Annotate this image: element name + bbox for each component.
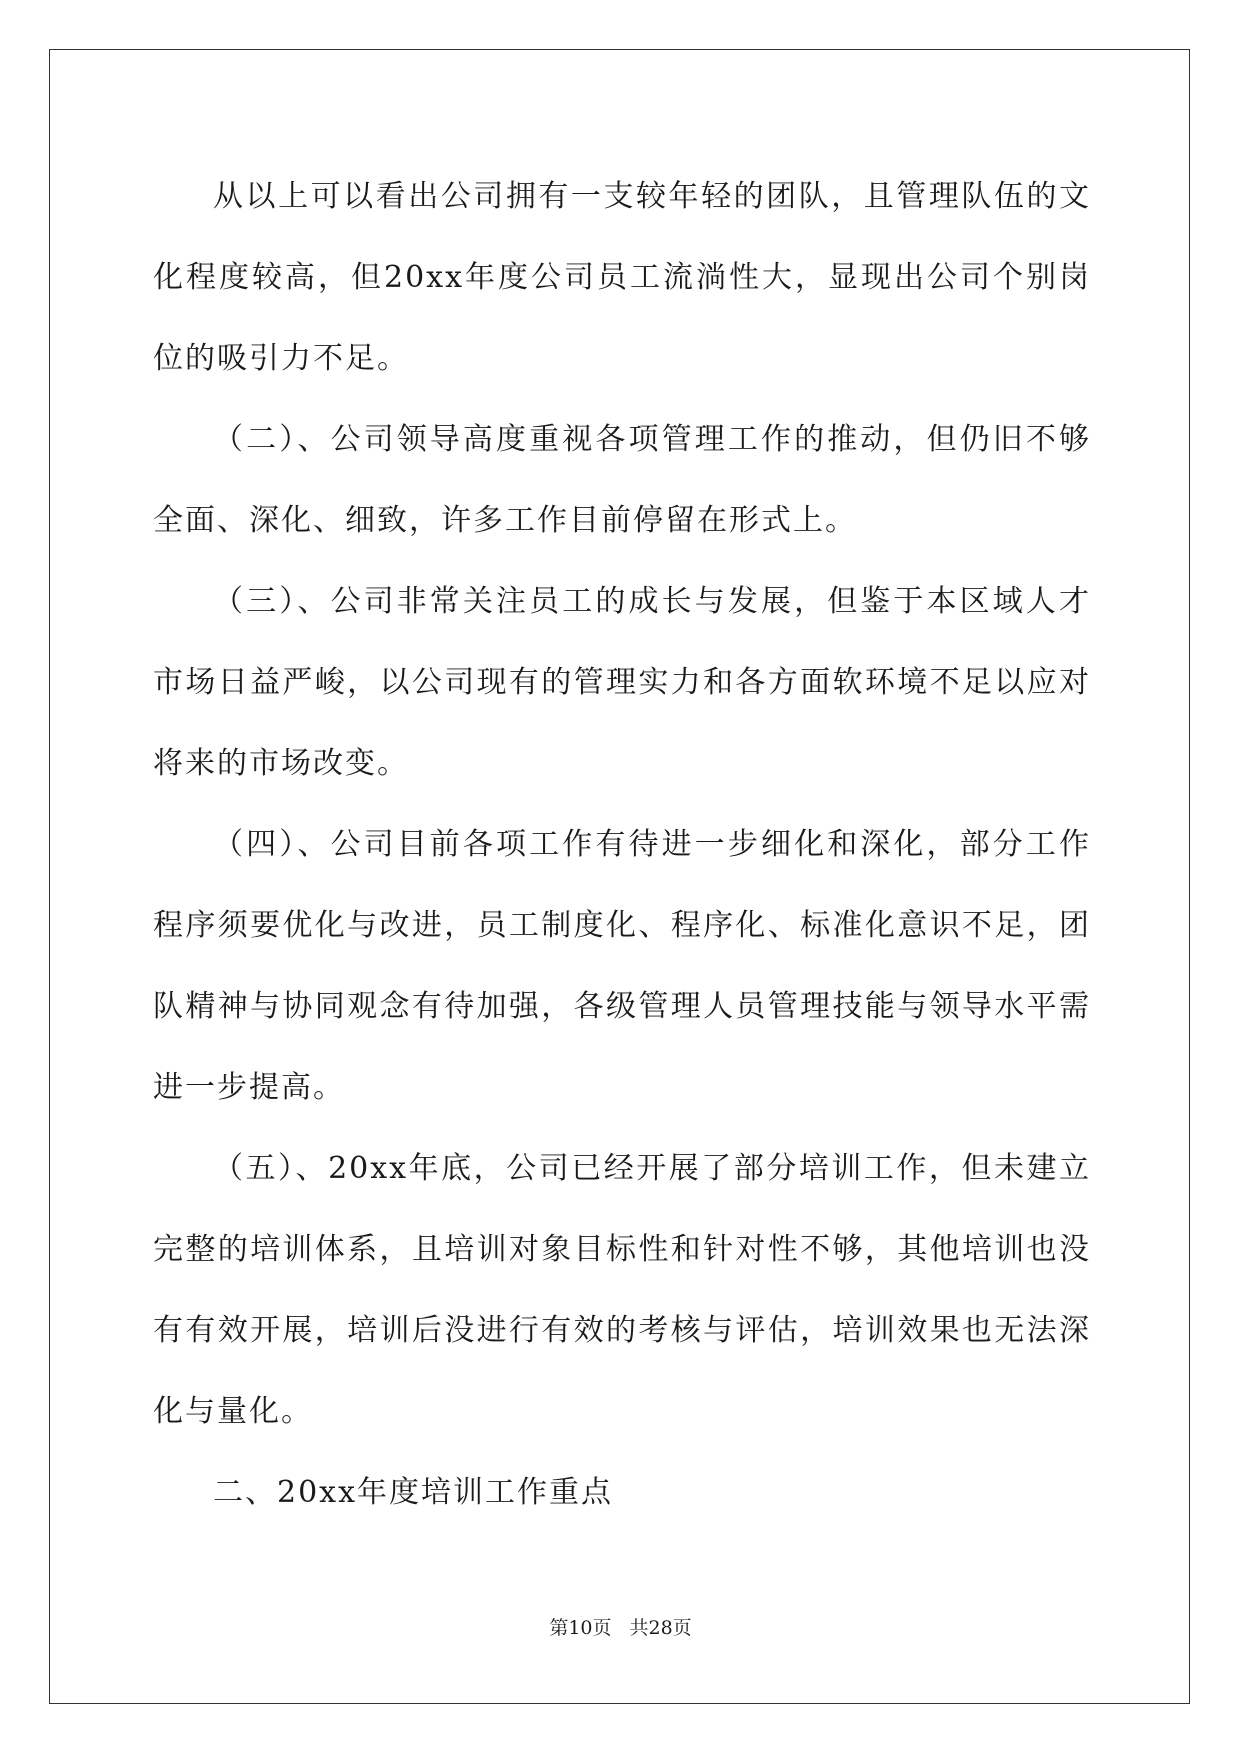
section-heading: 二、20xx年度培训工作重点 [213, 1475, 614, 1510]
paragraph-summary: 从以上可以看出公司拥有一支较年轻的团队，且管理队伍的文化程度较高，但20xx年度公司员工流淌性大，显现出公司个别岗位的吸引力不足。 [153, 179, 1091, 376]
page-footer [0, 1616, 1241, 1640]
paragraph-item-5: （五）、20xx年底，公司已经开展了部分培训工作，但未建立完整的培训体系，且培训对象目标性和针对性不够，其他培训也没有有效开展，培训后没进行有效的考核与评估，培训效果也无法深化与量化。 [153, 1151, 1091, 1429]
page-number: 第10页 [549, 1617, 612, 1639]
document-body [153, 156, 1091, 1533]
page-total: 共28页 [629, 1617, 692, 1639]
paragraph-item-4: （四）、公司目前各项工作有待进一步细化和深化，部分工作程序须要优化与改进，员工制度化、程序化、标准化意识不足，团队精神与协同观念有待加强，各级管理人员管理技能与领导水平需进一步提高。 [153, 827, 1091, 1105]
paragraph-item-2: （二）、公司领导高度重视各项管理工作的推动，但仍旧不够全面、深化、细致，许多工作目前停留在形式上。 [153, 422, 1091, 538]
paragraph-item-3: （三）、公司非常关注员工的成长与发展，但鉴于本区域人才市场日益严峻，以公司现有的管理实力和各方面软环境不足以应对将来的市场改变。 [153, 584, 1091, 781]
